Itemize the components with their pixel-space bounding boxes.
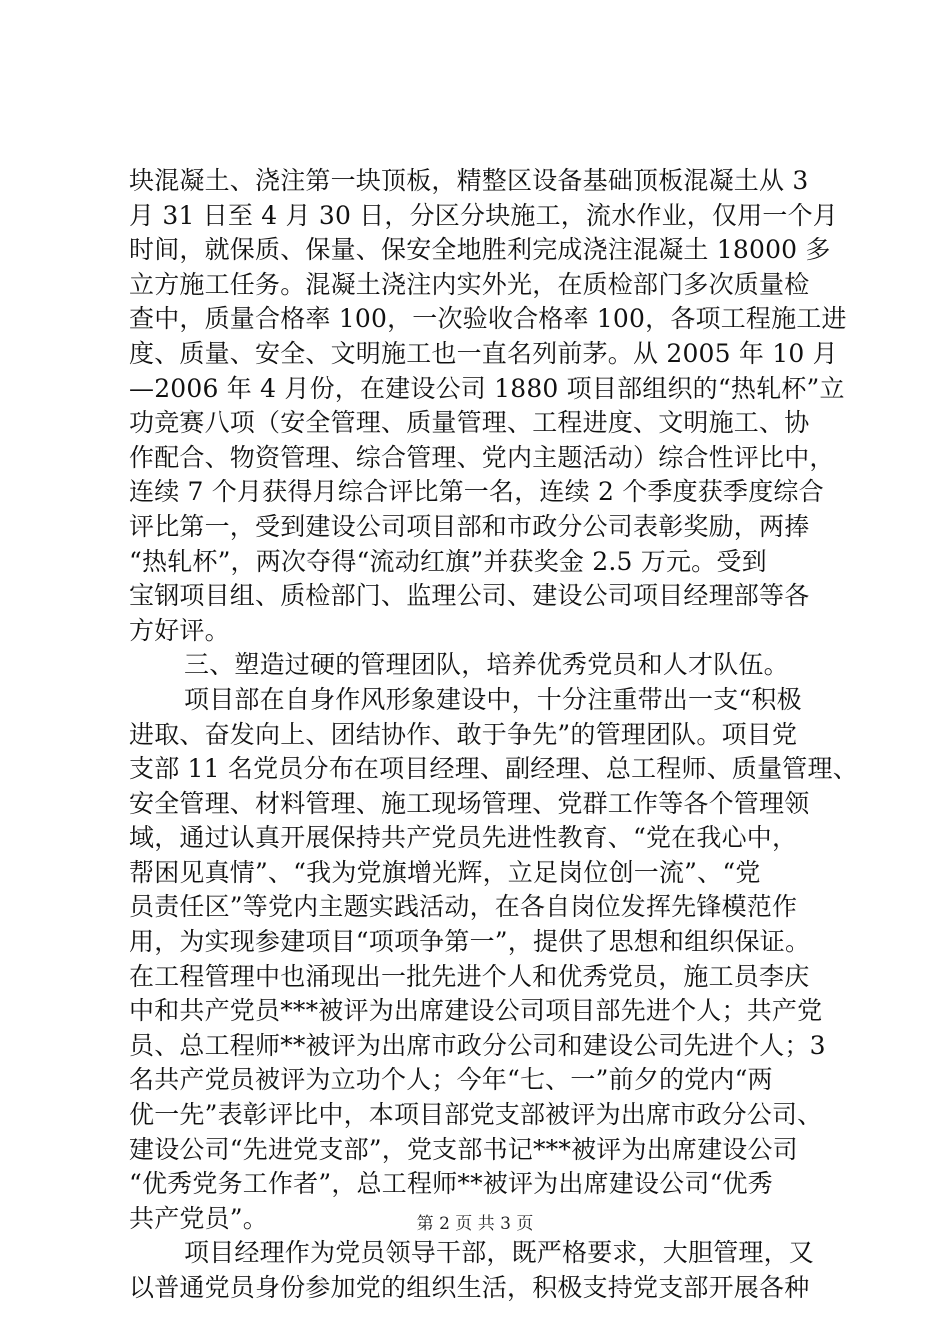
text-line: 进取、奋发向上、团结协作、敢于争先”的管理团队。项目党 — [129, 719, 798, 749]
text-line: 安全管理、材料管理、施工现场管理、党群工作等各个管理领 — [129, 788, 810, 818]
text-line: 立方施工任务。混凝土浇注内实外光，在质检部门多次质量检 — [129, 269, 810, 299]
text-line: 域，通过认真开展保持共产党员先进性教育、“党在我心中， — [129, 823, 798, 853]
text-line: 功竞赛八项（安全管理、质量管理、工程进度、文明施工、协 — [129, 408, 810, 438]
text-line: 员、总工程师**被评为出席市政分公司和建设公司先进个人；3 — [129, 1030, 826, 1060]
text-line: 中和共产党员***被评为出席建设公司项目部先进个人；共产党 — [129, 996, 823, 1026]
text-line: 员责任区”等党内主题实践活动，在各自岗位发挥先锋模范作 — [129, 892, 798, 922]
text-line: 时间，就保质、保量、保安全地胜利完成浇注混凝土 18000 多 — [129, 235, 831, 265]
text-line: 帮困见真情”、“我为党旗增光辉，立足岗位创一流”、“党 — [129, 857, 761, 887]
text-line: 月 31 日至 4 月 30 日，分区分块施工，流水作业，仅用一个月 — [129, 200, 839, 230]
page-number-footer: 第 2 页 共 3 页 — [416, 1214, 534, 1234]
text-line: 连续 7 个月获得月综合评比第一名，连续 2 个季度获季度综合 — [129, 477, 824, 507]
text-line: 共产党员”。 — [129, 1203, 268, 1233]
document-body — [129, 164, 858, 1306]
text-line: 建设公司“先进党支部”，党支部书记***被评为出席建设公司 — [129, 1134, 798, 1164]
text-line: 支部 11 名党员分布在项目经理、副经理、总工程师、质量管理、 — [129, 754, 858, 784]
paragraph-start-line: 项目经理作为党员领导干部，既严格要求，大胆管理，又 — [184, 1238, 815, 1268]
text-line: 块混凝土、浇注第一块顶板，精整区设备基础顶板混凝土从 3 — [129, 166, 809, 195]
text-line: “优秀党务工作者”，总工程师**被评为出席建设公司“优秀 — [129, 1169, 773, 1199]
text-line: 名共产党员被评为立功个人；今年“七、一”前夕的党内“两 — [129, 1065, 773, 1095]
text-line: 宝钢项目组、质检部门、监理公司、建设公司项目经理部等各 — [129, 581, 810, 611]
section-heading: 三、塑造过硬的管理团队，培养优秀党员和人才队伍。 — [184, 650, 789, 680]
text-line: 优一先”表彰评比中，本项目部党支部被评为出席市政分公司、 — [129, 1100, 823, 1130]
text-line: —2006 年 4 月份，在建设公司 1880 项目部组织的“热轧杯”立 — [129, 373, 845, 403]
text-line: 用，为实现参建项目“项项争第一”，提供了思想和组织保证。 — [129, 927, 811, 957]
text-line: 度、质量、安全、文明施工也一直名列前茅。从 2005 年 10 月 — [129, 338, 838, 368]
text-line: 作配合、物资管理、综合管理、党内主题活动）综合性评比中， — [129, 442, 835, 472]
text-line: “热轧杯”，两次夺得“流动红旗”并获奖金 2.5 万元。受到 — [129, 546, 767, 576]
text-line: 评比第一，受到建设公司项目部和市政分公司表彰奖励，两捧 — [129, 511, 810, 541]
text-line: 在工程管理中也涌现出一批先进个人和优秀党员，施工员李庆 — [129, 961, 810, 991]
text-line: 以普通党员身份参加党的组织生活，积极支持党支部开展各种 — [129, 1273, 810, 1302]
paragraph-start-line: 项目部在自身作风形象建设中，十分注重带出一支“积极 — [184, 684, 802, 714]
text-line: 查中，质量合格率 100，一次验收合格率 100，各项工程施工进 — [129, 304, 847, 334]
text-line: 方好评。 — [129, 615, 230, 645]
